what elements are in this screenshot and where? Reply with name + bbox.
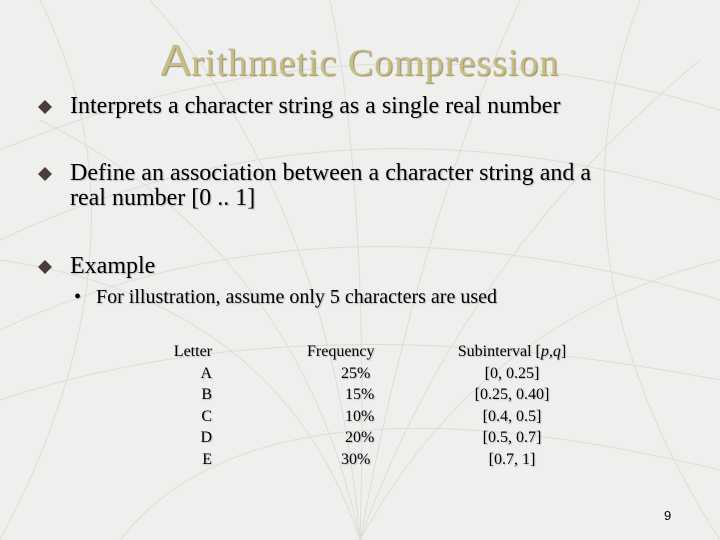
frequency-column <box>300 341 390 471</box>
subinterval-cell: [0, 0.25] <box>484 364 540 382</box>
letter-cell: B <box>201 386 212 404</box>
subinterval-header <box>440 341 584 363</box>
diamond-bullet-icon <box>38 260 52 274</box>
frequency-cell: 20% <box>345 429 375 447</box>
letter-cell: D <box>200 429 212 447</box>
subinterval-cell: [0.25, 0.40] <box>474 386 550 404</box>
subinterval-header-var: p,q <box>540 343 561 360</box>
subinterval-cell: [0.7, 1] <box>488 450 536 468</box>
title-rest: rithmetic Compression <box>191 42 560 84</box>
letter-cell: E <box>202 450 212 468</box>
frequency-cell: 25% <box>341 364 371 382</box>
sub-bullet-marker: • <box>74 286 82 308</box>
title-first-letter: A <box>160 36 192 85</box>
frequency-cell: 30% <box>341 450 371 468</box>
subinterval-header-label: Subinterval [ <box>457 343 541 360</box>
frequency-cell: 15% <box>345 386 375 404</box>
letter-cell: A <box>200 364 212 382</box>
letter-cell: C <box>201 407 212 425</box>
bullet-text-3: Example <box>70 253 156 279</box>
subinterval-cell: [0.5, 0.7] <box>482 429 542 447</box>
sub-bullet-text: For illustration, assume only 5 characters are used <box>96 286 497 308</box>
bullet-item-1 <box>38 94 688 119</box>
slide-title <box>0 36 720 86</box>
subinterval-cell: [0.4, 0.5] <box>482 407 542 425</box>
bullet-text-2-line2: real number [0 .. 1] <box>70 185 256 211</box>
diamond-bullet-icon <box>38 167 52 181</box>
sub-bullet <box>74 286 694 309</box>
diamond-bullet-icon <box>38 100 52 114</box>
bullet-item-3 <box>38 254 688 279</box>
frequency-cell: 10% <box>345 407 375 425</box>
letter-column <box>142 341 212 471</box>
bullet-text-2-line1: Define an association between a character string and a <box>70 160 592 186</box>
frequency-header: Frequency <box>307 343 375 360</box>
bullet-text-2 <box>70 161 688 211</box>
bullet-text-1: Interprets a character string as a single real number <box>70 93 561 119</box>
bullet-item-2 <box>38 161 688 211</box>
subinterval-column <box>440 341 584 471</box>
subinterval-header-close: ] <box>560 343 567 360</box>
letter-header: Letter <box>173 343 212 360</box>
page-number: 9 <box>664 508 672 523</box>
